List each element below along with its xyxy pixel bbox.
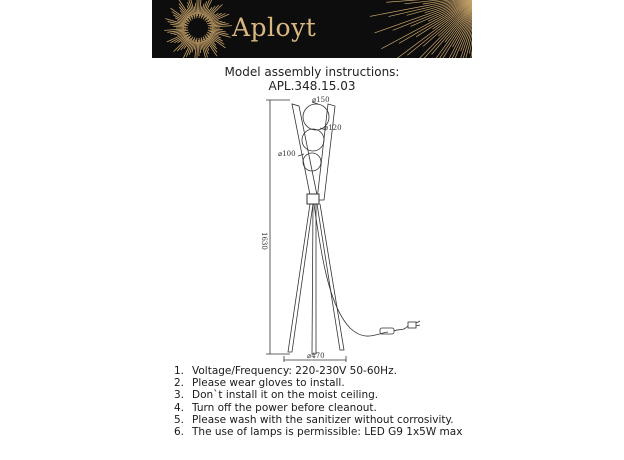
label-shade-small: ⌀100 <box>278 150 296 158</box>
leg-left <box>288 204 313 352</box>
instruction-item: 4. Turn off the power before cleanout. <box>174 401 377 414</box>
plug <box>408 322 416 328</box>
hub-connector <box>307 194 319 204</box>
instruction-item: 3. Don`t install it on the moist ceiling. <box>174 389 379 402</box>
label-shade-large: ⌀150 <box>312 96 330 104</box>
leg-right <box>317 204 344 350</box>
brand-banner <box>152 0 472 58</box>
page-title: Model assembly instructions: <box>224 65 400 79</box>
instruction-item: 2. Please wear gloves to install. <box>174 377 345 390</box>
right-upper-rod <box>317 104 335 200</box>
instruction-item: 5. Please wash with the sanitizer without corrosivity. <box>174 413 454 426</box>
label-shade-medium: ⌀120 <box>324 124 342 132</box>
leg-center <box>312 204 316 354</box>
brand-logo: Aployt <box>232 13 317 42</box>
floor-lamp-drawing <box>240 92 430 362</box>
instructions-list <box>174 365 462 438</box>
instruction-item: 6. The use of lamps is permissible: LED G9 1x5W max <box>174 426 463 439</box>
label-height: 1630 <box>260 232 268 250</box>
instruction-item: 1. Voltage/Frequency: 220-230V 50-60Hz. <box>174 365 397 377</box>
power-cable <box>314 204 388 336</box>
left-upper-rod <box>292 104 318 200</box>
model-number: APL.348.15.03 <box>268 79 356 93</box>
shade-medium <box>302 129 324 151</box>
label-base: ⌀470 <box>307 352 325 360</box>
